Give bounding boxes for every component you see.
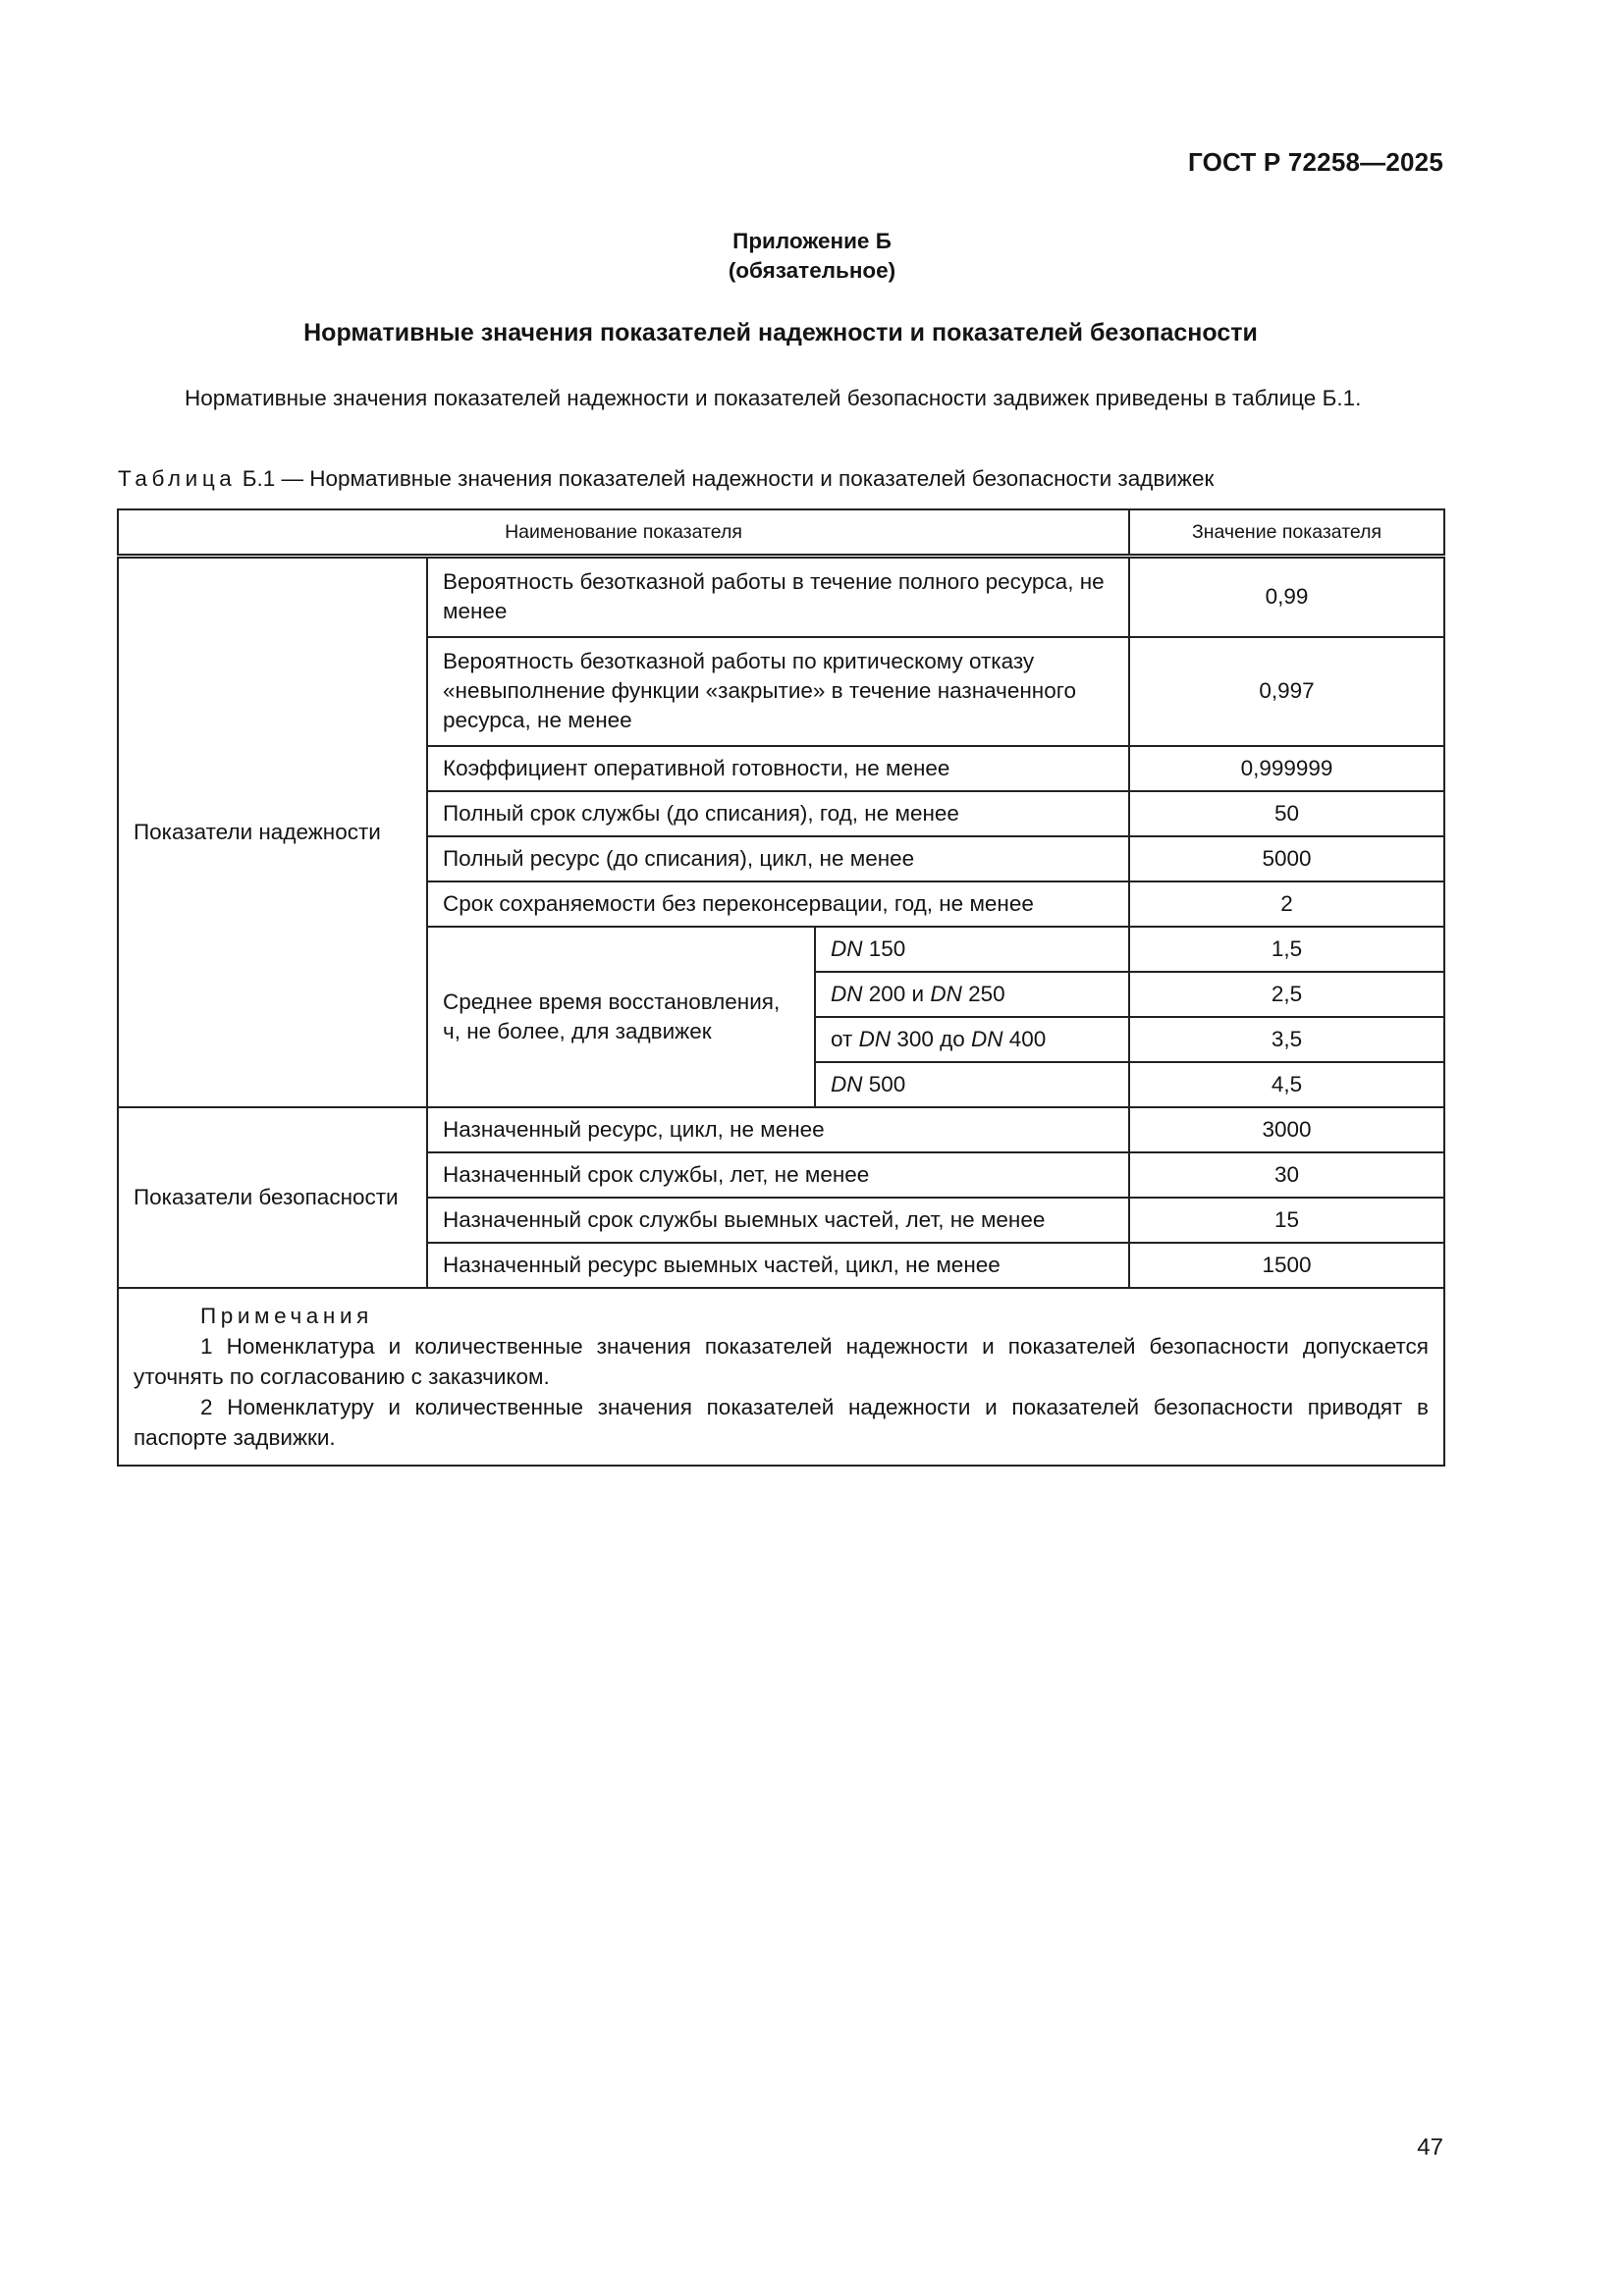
- notes-row: [118, 1288, 1444, 1466]
- row-value: 3,5: [1129, 1017, 1444, 1062]
- row-value: 0,999999: [1129, 746, 1444, 791]
- table-caption-label: Таблица: [118, 466, 237, 491]
- section-title: Нормативные значения показателей надежности и показателей безопасности: [303, 319, 1258, 347]
- row-value: 2: [1129, 881, 1444, 927]
- dn-cell: DN 200 и DN 250: [815, 972, 1129, 1017]
- annex-title: Приложение Б: [732, 229, 892, 253]
- row-value: 4,5: [1129, 1062, 1444, 1107]
- row-value: 0,99: [1129, 557, 1444, 637]
- notes-title: Примечания: [200, 1303, 373, 1328]
- row-name: Назначенный срок службы выемных частей, лет, не менее: [427, 1198, 1129, 1243]
- row-value: 50: [1129, 791, 1444, 836]
- row-value: 3000: [1129, 1107, 1444, 1152]
- page-number: 47: [1417, 2134, 1443, 2161]
- row-name: Полный ресурс (до списания), цикл, не менее: [427, 836, 1129, 881]
- document-code: ГОСТ Р 72258—2025: [1188, 147, 1443, 177]
- dn-cell: DN 150: [815, 927, 1129, 972]
- note-item: 1 Номенклатура и количественные значения показателей надежности и показателей безопасности допускается уточнять по согласованию с заказчиком.: [134, 1333, 1429, 1389]
- notes-cell: [118, 1288, 1444, 1466]
- norms-table: [117, 508, 1445, 1467]
- row-value: 5000: [1129, 836, 1444, 881]
- table-caption: [118, 466, 1214, 492]
- row-name: Коэффициент оперативной готовности, не менее: [427, 746, 1129, 791]
- subgroup-label-recovery-time: Среднее время восстановления, ч, не более, для задвижек: [427, 927, 815, 1107]
- header-name-cell: Наименование показателя: [118, 509, 1129, 557]
- annex-type: (обязательное): [728, 258, 896, 283]
- row-name: Срок сохраняемости без переконсервации, год, не менее: [427, 881, 1129, 927]
- header-value-cell: Значение показателя: [1129, 509, 1444, 557]
- row-value: 15: [1129, 1198, 1444, 1243]
- row-name: Назначенный срок службы, лет, не менее: [427, 1152, 1129, 1198]
- group-label-reliability: Показатели надежности: [118, 557, 427, 1107]
- row-value: 1500: [1129, 1243, 1444, 1288]
- row-value: 2,5: [1129, 972, 1444, 1017]
- table-row: [118, 557, 1444, 637]
- row-name: Полный срок службы (до списания), год, не менее: [427, 791, 1129, 836]
- row-name: Вероятность безотказной работы в течение полного ресурса, не менее: [427, 557, 1129, 637]
- row-name: Вероятность безотказной работы по критическому отказу «невыполнение функции «закрытие» в течение назначенного ресурса, не менее: [427, 637, 1129, 746]
- note-item: 2 Номенклатуру и количественные значения показателей надежности и показателей безопасности приводят в паспорте задвижки.: [134, 1394, 1429, 1450]
- table-caption-text: Б.1 — Нормативные значения показателей надежности и показателей безопасности задвижек: [242, 466, 1215, 491]
- row-name: Назначенный ресурс, цикл, не менее: [427, 1107, 1129, 1152]
- group-label-safety: Показатели безопасности: [118, 1107, 427, 1288]
- table-header-row: [118, 509, 1444, 557]
- intro-paragraph: Нормативные значения показателей надежности и показателей безопасности задвижек приведены в таблице Б.1.: [185, 386, 1362, 410]
- table-row: [118, 1107, 1444, 1152]
- dn-cell: от DN 300 до DN 400: [815, 1017, 1129, 1062]
- dn-cell: DN 500: [815, 1062, 1129, 1107]
- row-name: Назначенный ресурс выемных частей, цикл, не менее: [427, 1243, 1129, 1288]
- row-value: 1,5: [1129, 927, 1444, 972]
- row-value: 0,997: [1129, 637, 1444, 746]
- row-value: 30: [1129, 1152, 1444, 1198]
